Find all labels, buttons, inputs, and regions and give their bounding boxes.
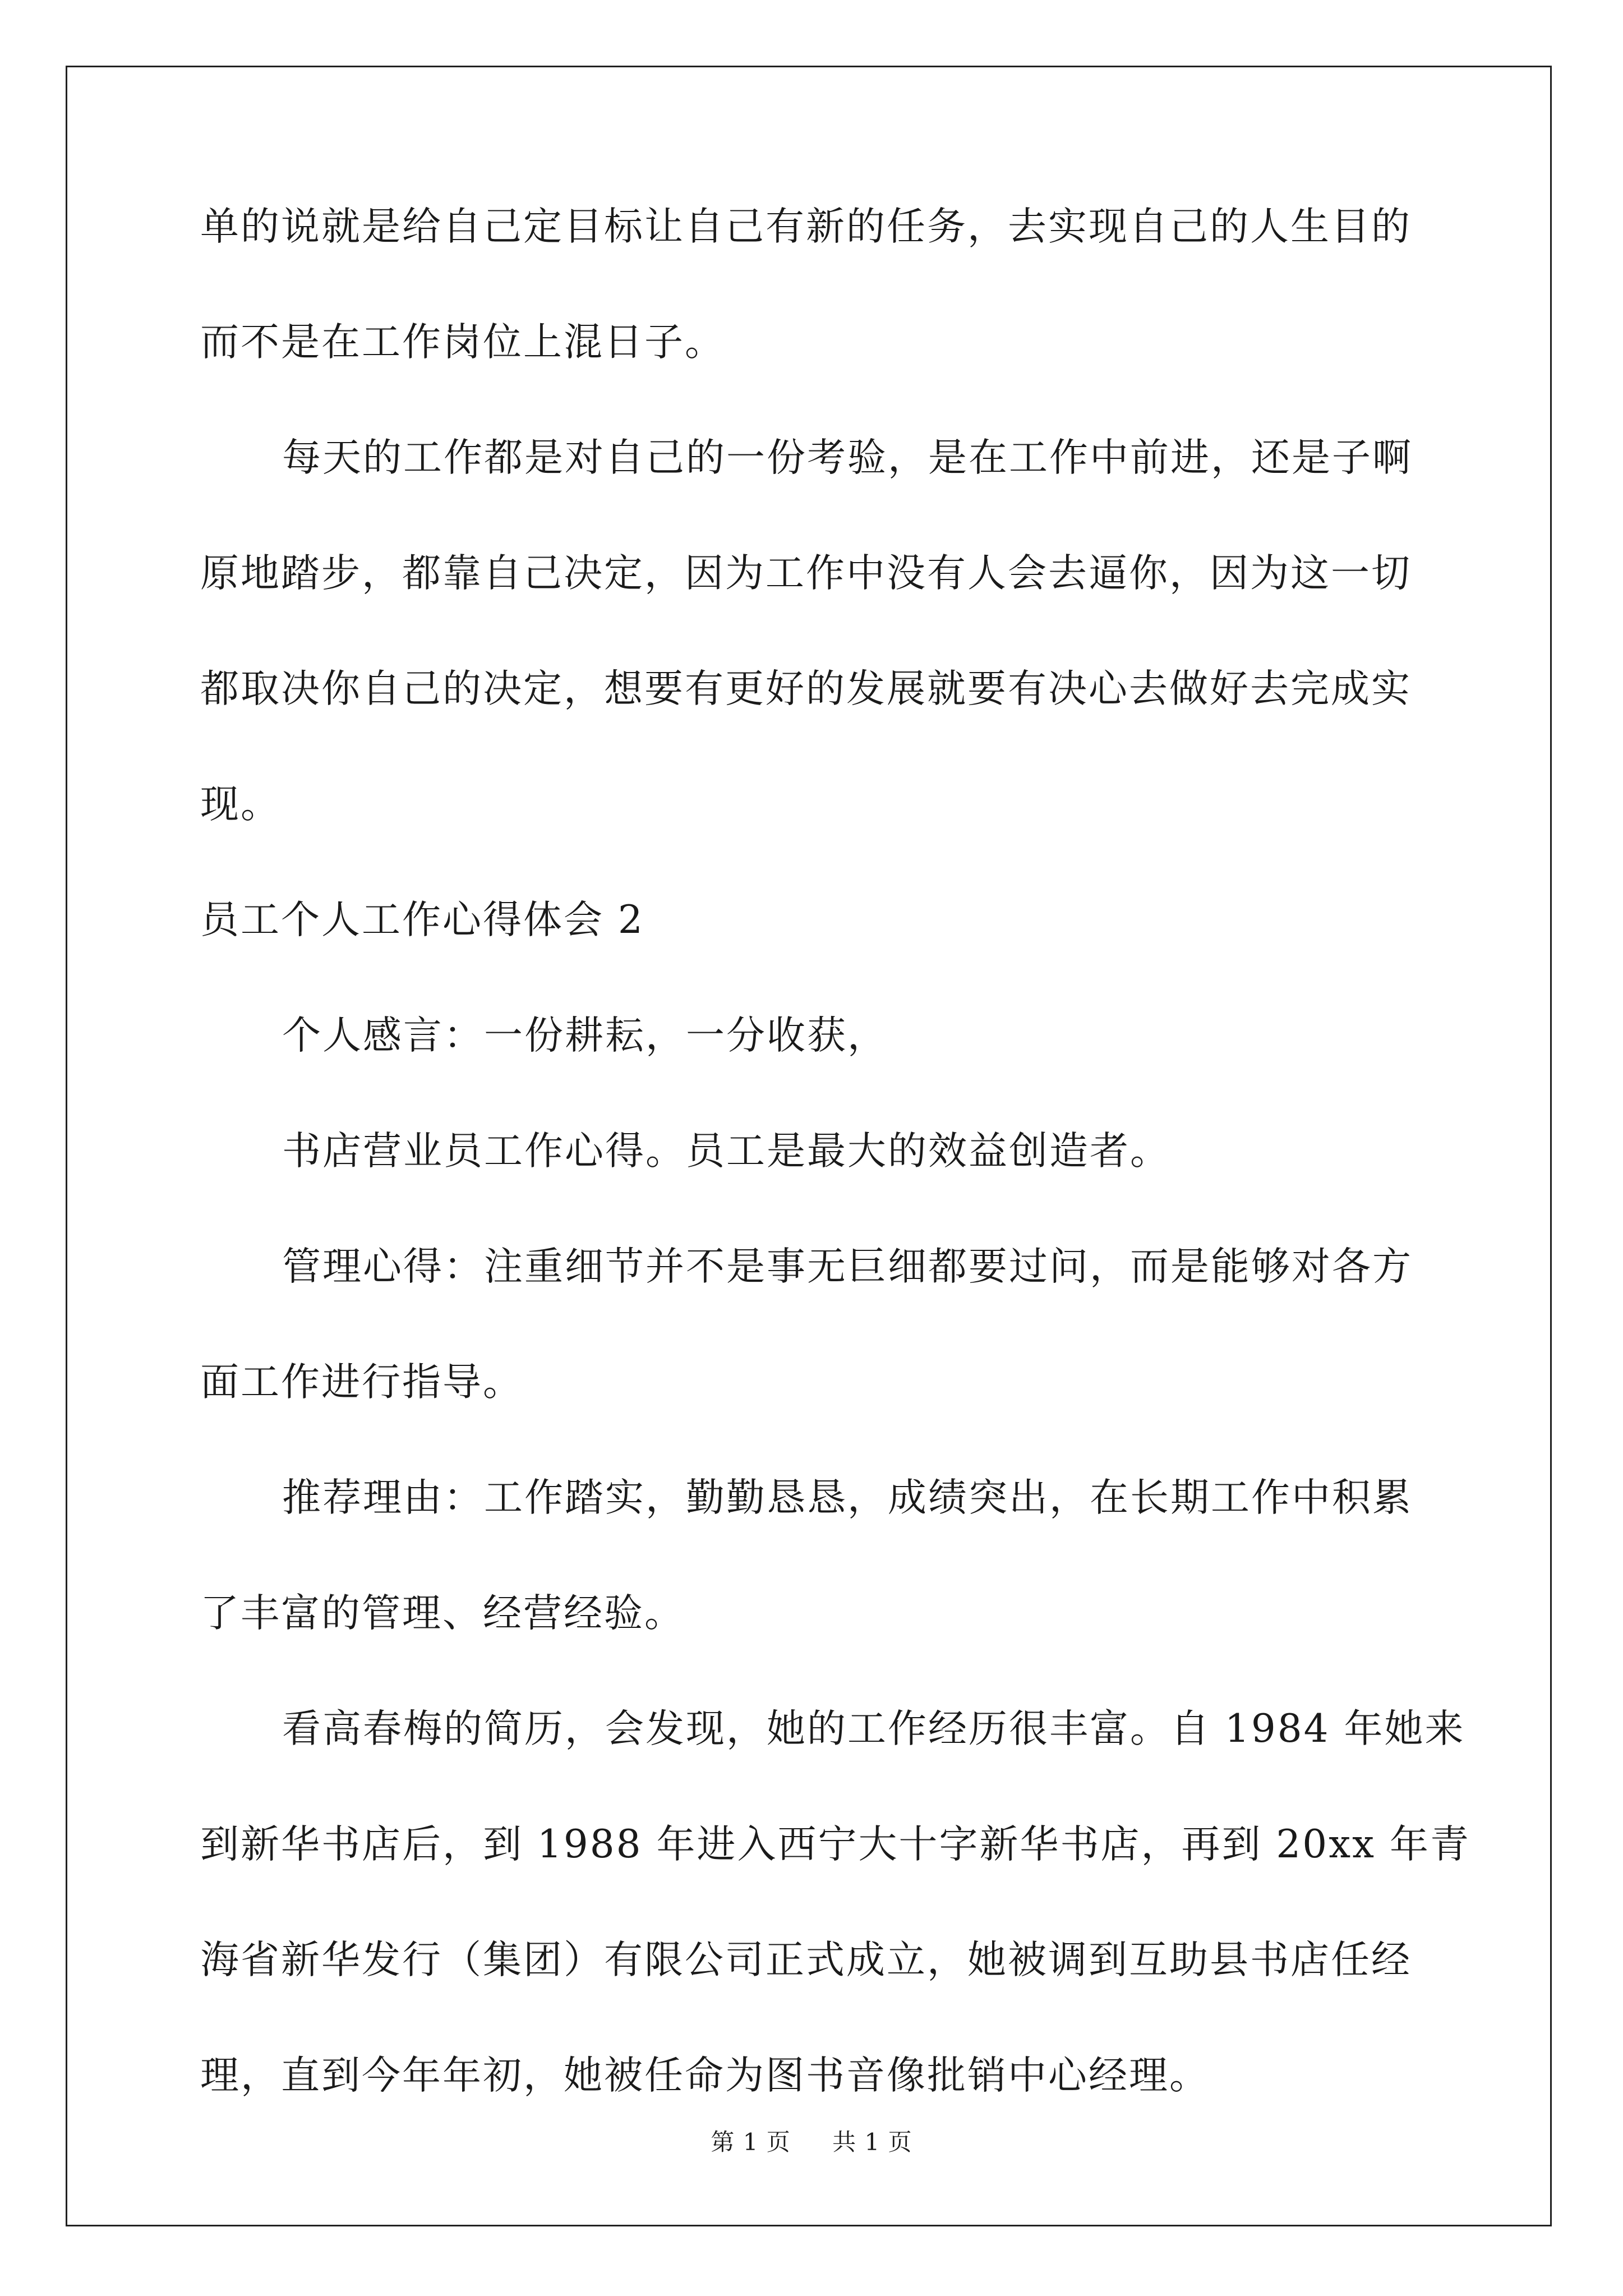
body-text-line: 每天的工作都是对自己的一份考验，是在工作中前进，还是子啊	[282, 435, 1413, 480]
body-text-line: 单的说就是给自己定目标让自己有新的任务，去实现自己的人生目的	[200, 204, 1412, 249]
body-text-line: 理，直到今年年初，她被任命为图书音像批销中心经理。	[200, 2053, 1210, 2098]
page-number-current: 第 1 页	[711, 2128, 791, 2156]
body-text-line: 现。	[200, 782, 281, 827]
body-text-line: 海省新华发行（集团）有限公司正式成立，她被调到互助县书店任经	[200, 1938, 1412, 1982]
body-text-line: 推荐理由：工作踏实，勤勤恳恳，成绩突出，在长期工作中积累	[282, 1475, 1413, 1520]
body-text-line: 个人感言：一份耕耘，一分收获，	[282, 1013, 888, 1058]
body-text-line: 管理心得：注重细节并不是事无巨细都要过问，而是能够对各方	[282, 1244, 1413, 1289]
body-text-line: 书店营业员工作心得。员工是最大的效益创造者。	[282, 1129, 1170, 1174]
body-text-line: 看高春梅的简历，会发现，她的工作经历很丰富。自 1984 年她来	[282, 1706, 1465, 1751]
body-text-line: 了丰富的管理、经营经验。	[200, 1591, 685, 1636]
page-footer	[0, 2128, 1623, 2156]
body-text-line: 而不是在工作岗位上混日子。	[200, 320, 725, 365]
body-text-line: 原地踏步，都靠自己决定，因为工作中没有人会去逼你，因为这一切	[200, 551, 1412, 596]
section-heading: 员工个人工作心得体会 2	[200, 898, 644, 942]
body-text-line: 面工作进行指导。	[200, 1360, 523, 1405]
document-body	[200, 204, 1470, 2172]
body-text-line: 都取决你自己的决定，想要有更好的发展就要有决心去做好去完成实	[200, 666, 1412, 711]
body-text-line: 到新华书店后，到 1988 年进入西宁大十字新华书店，再到 20xx 年青	[200, 1822, 1470, 1867]
page-number-total: 共 1 页	[832, 2128, 912, 2156]
